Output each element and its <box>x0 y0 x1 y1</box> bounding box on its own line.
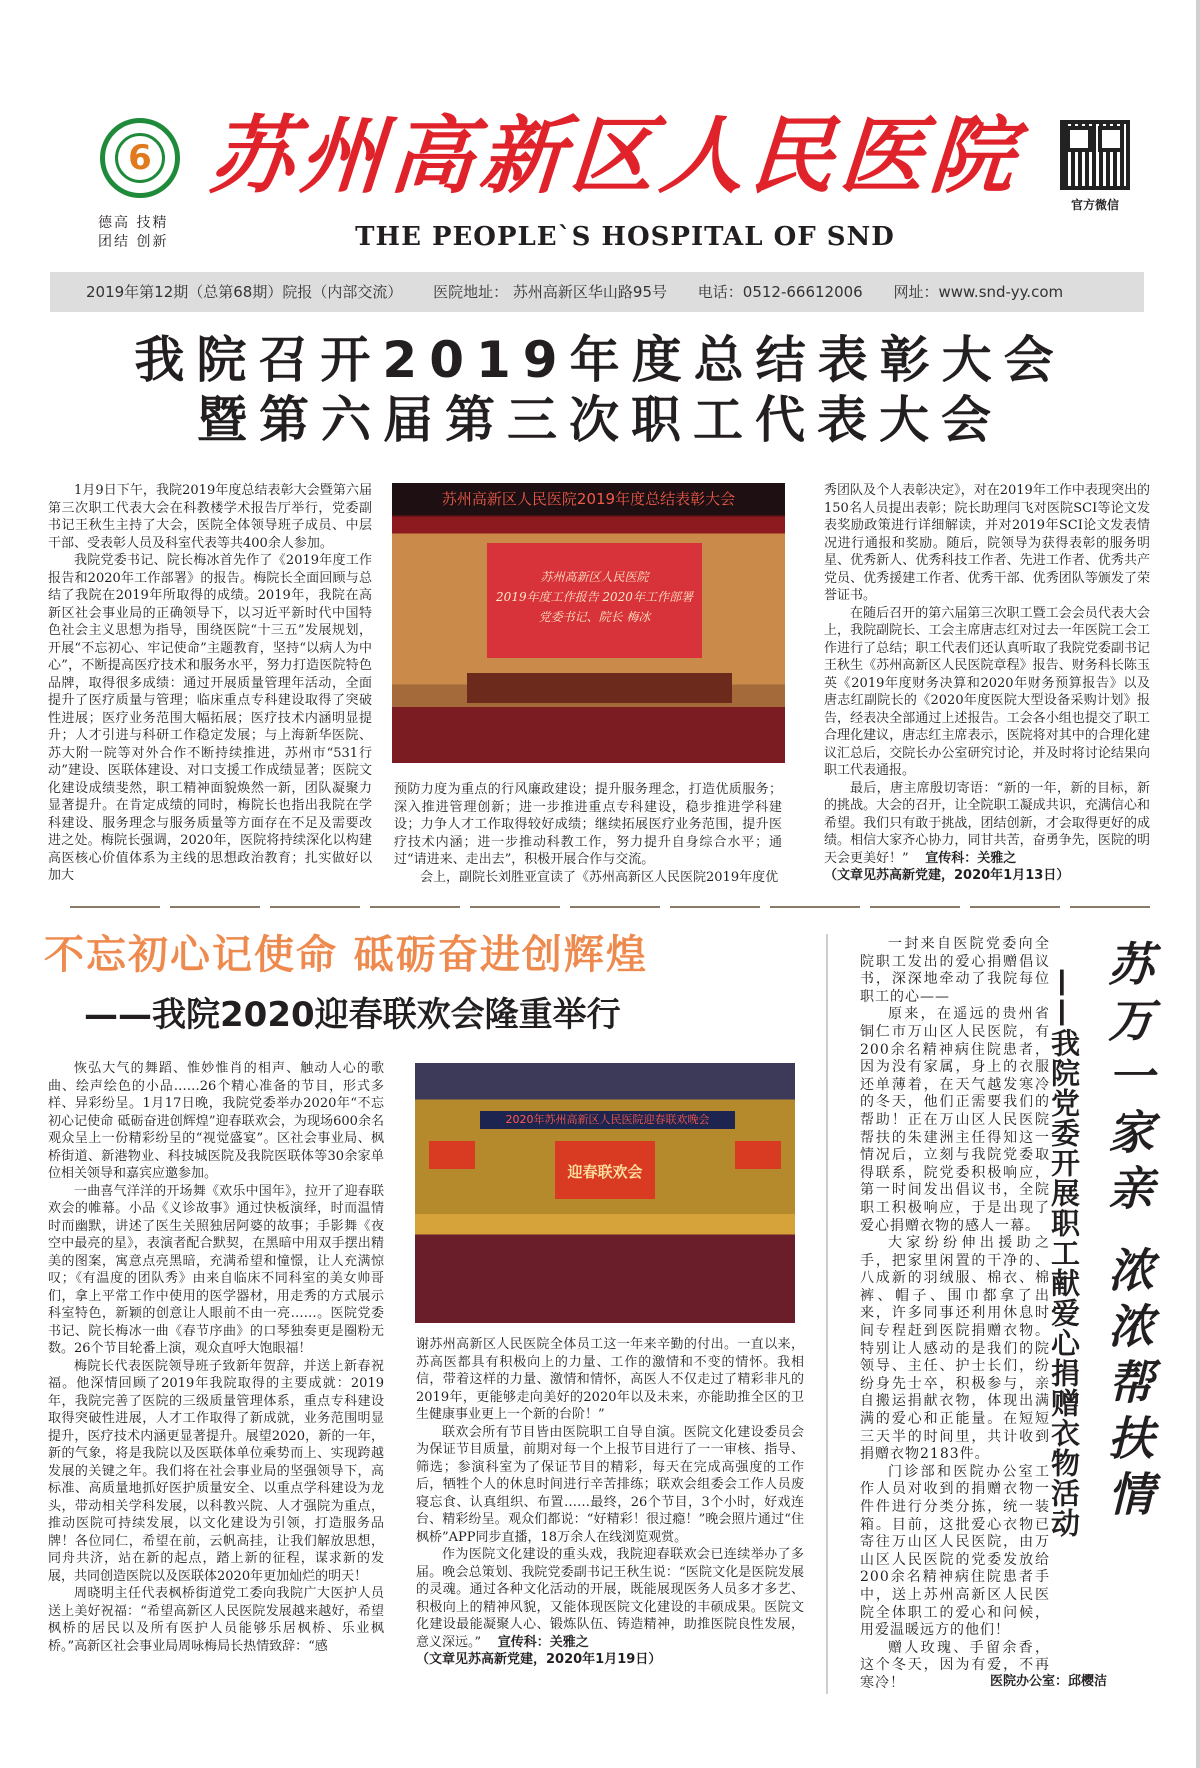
article2-column-1 <box>48 1060 384 1655</box>
motto-line-2: 团结 创新 <box>98 234 169 250</box>
article1-column-1 <box>48 482 372 885</box>
screen-line-1: 苏州高新区人民医院 <box>540 570 649 584</box>
screen-line-2: 2019年度工作报告 2020年工作部署 <box>496 590 693 604</box>
motto <box>98 214 190 252</box>
paragraph: 周晓明主任代表枫桥街道党工委向我院广大医护人员送上美好祝福：“希望高新区人民医院发展越来越好，希望枫桥的居民以及所有医护人员能够乐居枫桥、乐业枫桥。”高新区社会事业局周咏梅局长热情致辞：“感 <box>48 1586 384 1654</box>
paragraph: 恢弘大气的舞蹈、惟妙惟肖的相声、触动人心的歌曲、绘声绘色的小品……26个精心准备的节目，形式多样、异彩纷呈。1月17日晚，我院党委举办2020年“不忘初心记使命 砥砺奋进创辉煌”迎春联欢会，为现场600余名观众呈上一份精彩纷呈的“视觉盛宴”。区社会事业局、枫桥街道、新港物业、科技城医院及我院医联体等30余家单位相关领导和嘉宾应邀参加。 <box>48 1061 384 1181</box>
photo-banner: 苏州高新区人民医院2019年度总结表彰大会 <box>392 483 785 515</box>
screen-line-3: 党委书记、院长 梅冰 <box>538 610 651 624</box>
logo-glyph: 6 <box>128 138 152 178</box>
paragraph: 一封来自医院党委向全院职工发出的爱心捐赠倡议书，深深地牵动了我院每位职工的心—— <box>860 936 1050 1005</box>
headline-line-1: 我院召开2019年度总结表彰大会 <box>134 331 1066 389</box>
article1-author: 宣传科：关雅之 <box>925 850 1017 866</box>
masthead <box>0 0 1200 320</box>
phone-info: 电话：0512-66612006 <box>697 283 863 301</box>
section-divider <box>70 906 1150 908</box>
website-link[interactable]: 网址：www.snd-yy.com <box>893 283 1064 301</box>
paragraph: 在随后召开的第六届第三次职工暨工会会员代表大会上，我院副院长、工会主席唐志红对过去一年医院工会工作进行了总结；职工代表们还认真听取了我院党委副书记王秋生《苏州高新区人民医院章程》报告、财务科长陈玉英《2019年度财务决算和2020年财务预算报告》以及唐志红副院长的《2020年度医院大型设备采购计划》报告，经表决全部通过上述报告。工会各小组也提交了职工合理化建议，唐志红主席表示，医院将对其中的合理化建议汇总后，交院长办公室研究讨论，并及时将讨论结果向职工代表通报。 <box>824 605 1150 778</box>
paragraph: 我院党委书记、院长梅冰首先作了《2019年度工作报告和2020年工作部署》的报告。梅院长全面回顾与总结了我院在2019年所取得的成绩。2019年，我院在高新区社会事业局的正确领导下，以习近平新时代中国特色社会主义思想为指导，围绕医院“十三五”发展规划，开展“不忘初心、牢记使命”主题教育，坚持“以病人为中心”，不断提高医疗技术和服务水平，努力打造医院特色品牌，取得很多成绩：通过开展质量管理年活动，全面提升了医疗质量与管理；临床重点专科建设取得了突破性进展；医疗业务范围大幅拓展；医疗技术内涵明显提升；人才引进与科研工作稳定发展；与上海新华医院、苏大附一院等对外合作不断持续推进，苏州市“531行动”建设、医联体建设、对口支援工作成绩显著；医院文化建设成绩斐然，职工精神面貌焕然一新，团队凝聚力显著提升。在肯定成绩的同时，梅院长也指出我院在学科建设、服务理念与服务质量等方面存在不足及需要改进之处。梅院长强调，2020年，医院将持续深化以构建高医核心价值体系为主线的思想政治教育；扎实做好以加大 <box>48 553 372 883</box>
closing-quote: 作为医院文化建设的重头戏，我院迎春联欢会已连续举办了多届。晚会总策划、我院党委副书记王秋生说：“医院文化是医院发展的灵魂。通过各种文化活动的开展，既能展现医务人员多才多艺、积极向上的精神风貌，又能体现医院文化建设的丰硕成果。医院文化建设最能凝聚人心、锻炼队伍、铸造精神，助推医院良性发展，意义深远。” <box>416 1547 804 1650</box>
photo-side-screen-right <box>735 1141 781 1169</box>
qr-code-icon <box>1060 120 1130 190</box>
paragraph: 会上，副院长刘胜亚宣读了《苏州高新区人民医院2019年度优 <box>420 869 779 885</box>
paragraph: 一曲喜气洋洋的开场舞《欢乐中国年》，拉开了迎春联欢会的帷幕。小品《义诊故事》通过快板演绎，时而温情时而幽默，讲述了医生关照独居阿婆的故事；手影舞《夜空中最亮的星》，表演者配合默契，在黑暗中用双手摆出精美的图案，寓意点亮黑暗，充满希望和憧憬，让人充满惊叹；《有温度的团队秀》由来自临床不同科室的美女帅哥们，拿上平常工作中使用的医学器材，用走秀的方式展示科室特色，新颖的创意让人眼前不由一亮……。医院党委书记、院长梅冰一曲《春节序曲》的口琴独奏更是圈粉无数。26个节目轮番上演，观众直呼大饱眼福！ <box>48 1183 384 1356</box>
photo-screen: 迎春联欢会 <box>555 1141 655 1199</box>
column-rule <box>826 934 828 1694</box>
article2-source: （文章见苏高新党建，2020年1月19日） <box>416 1652 662 1667</box>
logo-emblem <box>115 133 165 183</box>
photo-banner: 2020年苏州高新区人民医院迎春联欢晚会 <box>480 1111 735 1129</box>
gala-photo <box>415 1063 795 1323</box>
article3-author: 医院办公室：邱樱洁 <box>990 1674 1108 1689</box>
photo-podium-table <box>467 673 732 703</box>
paragraph: 大家纷纷伸出援助之手，把家里闲置的干净的、八成新的羽绒服、棉衣、棉裤、帽子、围巾都拿了出来，许多同事还利用休息时间专程赶到医院捐赠衣物。特别让人感动的是我们的院领导、主任、护士长们，纷纷身先士卒，积极参与，亲自搬运捐献衣物，体现出满满的爱心和正能量。在短短三天半的时间里，共计收到捐赠衣物2183件。 <box>860 1235 1050 1463</box>
photo-side-screen-left <box>429 1141 475 1169</box>
paragraph: 原来，在遥远的贵州省铜仁市万山区人民医院，有200余名精神病住院患者，因为没有家属，身上的衣服还单薄着，在天气越发寒冷的冬天，他们正需要我们的帮助！正在万山区人民医院帮扶的朱建洲主任得知这一情况后，立刻与我院党委取得联系，院党委积极响应，第一时间发出倡议书，全院职工积极响应，于是出现了爱心捐赠衣物的感人一幕。 <box>860 1006 1050 1234</box>
article3-title: 苏万一家亲 浓浓帮扶情 <box>1101 940 1155 1527</box>
article1-source: （文章见苏高新党建，2020年1月13日） <box>824 868 1070 883</box>
paragraph: 秀团队及个人表彰决定》，对在2019年工作中表现突出的150名人员提出表彰；院长助理闫飞对医院SCI等论文发表奖励政策进行详细解读，并对2019年SCI论文发表情况进行通报和奖励。随后，院领导为获得表彰的服务明星、优秀新人、优秀科技工作者、先进工作者、优秀共产党员、优秀援建工作者、优秀干部、优秀团队等颁发了荣誉证书。 <box>824 483 1150 603</box>
page-edge <box>1196 0 1200 1768</box>
paragraph: 预防力度为重点的行风廉政建设；提升服务理念，打造优质服务；深入推进管理创新；进一步推进重点专科建设，稳步推进学科建设；力争人才工作取得较好成绩；继续拓展医疗业务范围，提升医疗技术内涵；进一步推动科教工作，努力提升自身综合水平；通过“请进来、走出去”，积极开展合作与交流。 <box>394 782 782 867</box>
paragraph <box>416 1546 804 1651</box>
article1-column-3 <box>824 482 1150 885</box>
masthead-title-en: THE PEOPLE`S HOSPITAL OF SND <box>355 222 895 252</box>
paragraph: 梅院长代表医院领导班子致新年贺辞，并送上新春祝福。他深情回顾了2019年我院取得的主要成就：2019年，我院完善了医院的三级质量管理体系，重点专科建设取得突破性进展，人才工作取得了新成就，业务范围明显提升，医疗技术内涵更显著提升。展望2020，新的一年，新的气象，将是我院以及医联体单位乘势而上、实现跨越发展的关键之年。我们将在社会事业局的坚强领导下，高标准、高质量地抓好医护质量安全、以重点学科建设为龙头，带动相关学科发展，以科教兴院、人才强院为重点，推动医院可持续发展，以文化建设为引领，打造服务品牌！各位同仁，希望在前，云帆高挂，让我们解放思想，同舟共济，站在新的起点，踏上新的征程，谋求新的发展，共同创造医院以及医联体2020年更加灿烂的明天！ <box>48 1358 384 1584</box>
article3-subtitle: ——我院党委开展职工献爱心捐赠衣物活动 <box>1047 968 1081 1538</box>
motto-line-1: 德高 技精 <box>98 215 169 231</box>
address-info: 医院地址： 苏州高新区华山路95号 <box>433 283 667 301</box>
article2-column-2 <box>416 1336 804 1669</box>
closing-quote: 最后，唐主席殷切寄语：“新的一年，新的目标，新的挑战。大会的召开，让全院职工凝成共识，充满信心和希望。我们只有敢于挑战，团结创新，才会取得更好的成绩。相信大家齐心协力，同甘共苦，奋勇争先，医院的明天会更美好！” <box>824 780 1150 866</box>
meeting-photo <box>392 483 785 763</box>
paragraph: 谢苏州高新区人民医院全体员工这一年来辛勤的付出。一直以来，苏高医都具有积极向上的力量、工作的激情和不变的情怀。我相信，带着这样的力量、激情和情怀，高医人不仅走过了精彩非凡的2019年，更能够走向美好的2020年以及未来，亦能助推全区的卫生健康事业更上一个新的台阶！” <box>416 1337 804 1422</box>
paragraph: 联欢会所有节目皆由医院职工自导自演。医院文化建设委员会为保证节目质量，前期对每一个上报节目进行了一一审核、指导、筛选；参演科室为了保证节目的精彩，每天在完成高强度的工作后，牺牲个人的休息时间进行辛苦排练；联欢会组委会工作人员废寝忘食、认真组织、布置……最终，26个节目，3个小时，好戏连台、精彩纷呈。观众们都说：“好精彩！很过瘾！”晚会照片通过“住枫桥”APP同步直播，18万余人在线浏览观赏。 <box>416 1424 804 1545</box>
article3-column <box>860 936 1050 1693</box>
article2-author: 宣传科：关雅之 <box>497 1634 589 1650</box>
info-bar <box>50 272 1144 312</box>
article2-headline: 不忘初心记使命 砥砺奋进创辉煌 <box>44 932 648 978</box>
paragraph: 门诊部和医院办公室工作人员对收到的捐赠衣物一件件进行分类分拣，统一装箱。目前，这批爱心衣物已寄往万山区人民医院，由万山区人民医院的党委发放给200余名精神病住院患者手中，送上苏州高新区人民医院全体职工的爱心和问候，用爱温暖远方的他们！ <box>860 1463 1050 1639</box>
headline-line-2: 暨第六届第三次职工代表大会 <box>197 391 1003 449</box>
article1-column-2 <box>394 781 782 886</box>
hospital-logo <box>100 118 180 198</box>
paragraph: 赠人玫瑰、手留余香，这个冬天，因为有爱，不再寒冷！ <box>860 1639 1050 1691</box>
photo-screen <box>487 543 702 658</box>
paragraph <box>824 780 1150 868</box>
article2-subhead: ——我院2020迎春联欢会隆重举行 <box>84 995 621 1035</box>
paragraph: 1月9日下午，我院2019年度总结表彰大会暨第六届第三次职工代表大会在科教楼学术报告厅举行，党委副书记王秋生主持了大会，医院全体领导班子成员、中层干部、受表彰人员及科室代表等共400余人参加。 <box>48 483 372 551</box>
masthead-title-cn: 苏州高新区人民医院 <box>206 106 1024 205</box>
qr-label: 官方微信 <box>1070 198 1119 212</box>
issue-info: 2019年第12期（总第68期）院报（内部交流） <box>86 283 403 301</box>
article1-headline <box>60 330 1140 450</box>
